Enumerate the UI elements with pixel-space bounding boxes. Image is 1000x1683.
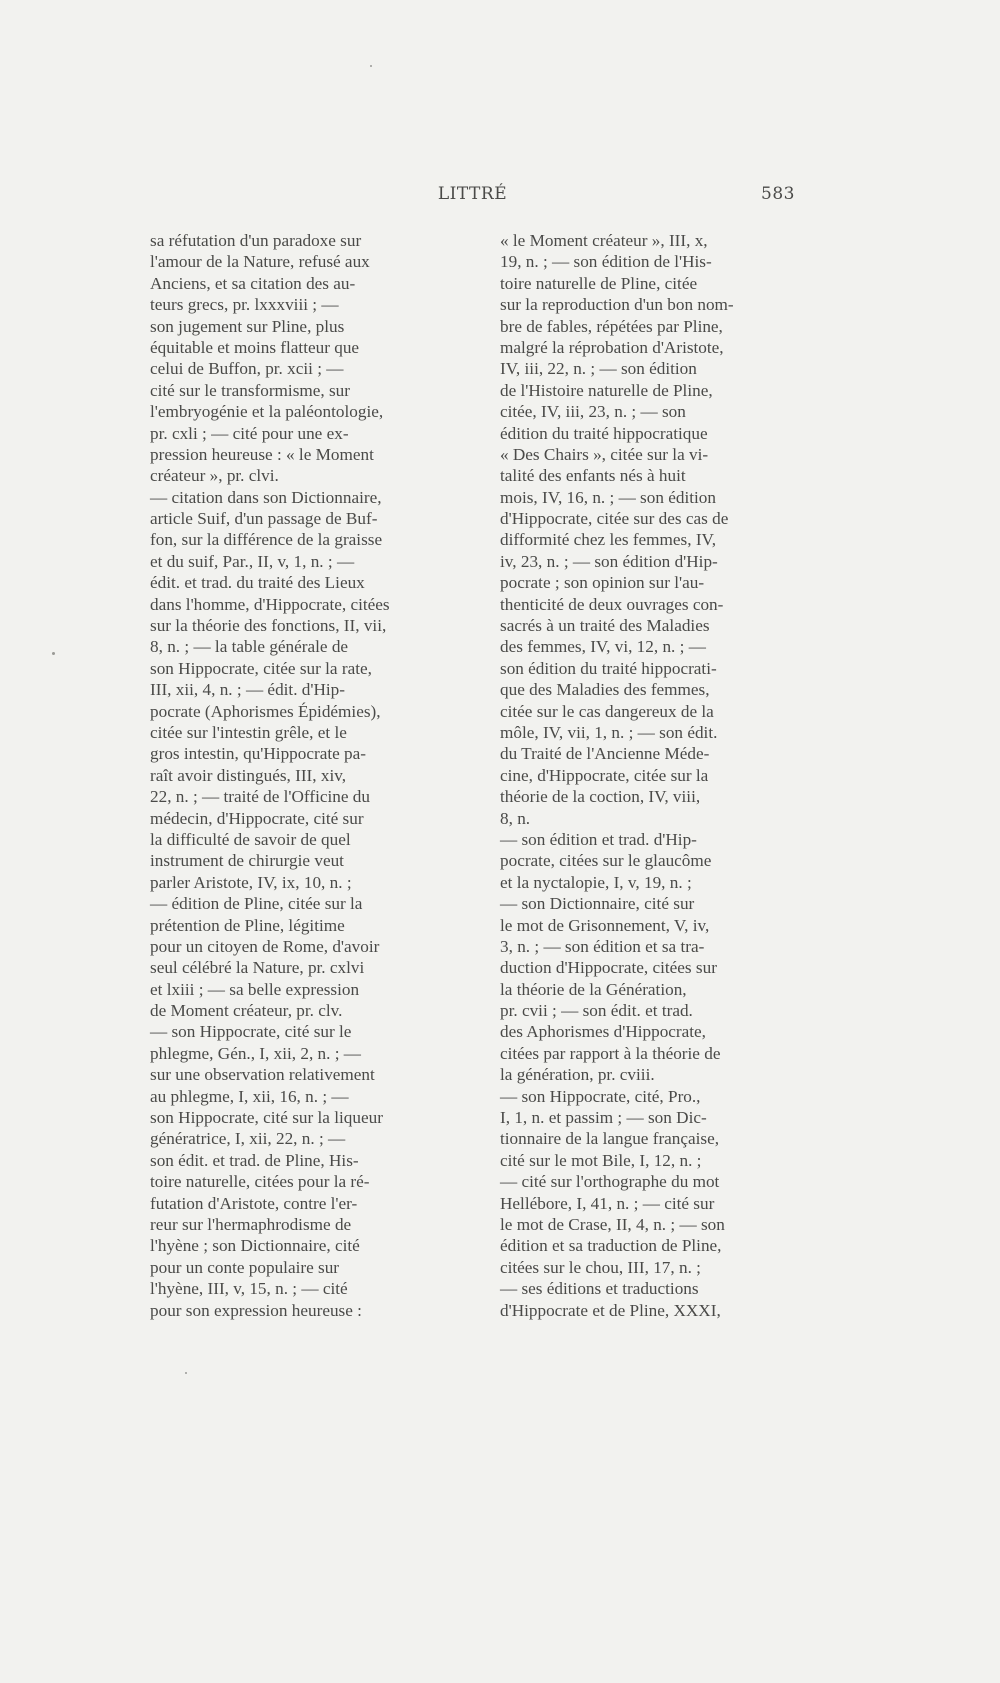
right-column-line: IV, iii, 22, n. ; — son édition (500, 359, 697, 379)
page-number: 583 (761, 184, 795, 204)
left-column-line: — citation dans son Dictionnaire, (150, 487, 382, 507)
left-column-line: raît avoir distingués, III, xiv, (150, 765, 347, 785)
left-column-line: pour un conte populaire sur (150, 1257, 340, 1277)
left-column-line: futation d'Aristote, contre l'er- (150, 1193, 358, 1213)
left-column-line: pr. cxli ; — cité pour une ex- (150, 423, 349, 443)
right-column-line: et la nyctalopie, I, v, 19, n. ; (500, 872, 692, 892)
left-column-line: pour un citoyen de Rome, d'avoir (150, 936, 380, 956)
paper-speck (370, 65, 372, 67)
left-column-line: médecin, d'Hippocrate, cité sur (150, 808, 364, 828)
right-column-line: pocrate, citées sur le glaucôme (500, 851, 712, 871)
right-column-line: de l'Histoire naturelle de Pline, (500, 380, 713, 400)
left-column-line: au phlegme, I, xii, 16, n. ; — (150, 1086, 349, 1106)
left-column-line: 22, n. ; — traité de l'Officine du (150, 787, 370, 807)
left-column-line: l'hyène ; son Dictionnaire, cité (150, 1236, 360, 1256)
left-column-line: son jugement sur Pline, plus (150, 316, 345, 336)
left-column-line: celui de Buffon, pr. xcii ; — (150, 359, 344, 379)
right-column-line: 8, n. (500, 808, 531, 828)
right-column-line: édition du traité hippocratique (500, 423, 708, 443)
right-column-line: citées sur le chou, III, 17, n. ; (500, 1257, 701, 1277)
left-column-line: phlegme, Gén., I, xii, 2, n. ; — (150, 1043, 361, 1063)
right-column-line: pocrate ; son opinion sur l'au- (500, 573, 705, 593)
left-column-line: sur une observation relativement (150, 1065, 375, 1085)
left-column-line: — édition de Pline, citée sur la (150, 894, 363, 914)
running-head (150, 184, 795, 212)
right-text-column (500, 230, 800, 1321)
right-column-line: I, 1, n. et passim ; — son Dic- (500, 1108, 707, 1128)
right-column-line: sacrés à un traité des Maladies (500, 616, 710, 636)
right-column-line: cité sur le mot Bile, I, 12, n. ; (500, 1150, 702, 1170)
left-column-line: reur sur l'hermaphrodisme de (150, 1214, 352, 1234)
left-column-line: citée sur l'intestin grêle, et le (150, 722, 347, 742)
right-column-line: bre de fables, répétées par Pline, (500, 316, 723, 336)
right-column-line: la génération, pr. cviii. (500, 1065, 655, 1085)
left-column-line: fon, sur la différence de la graisse (150, 530, 383, 550)
left-column-line: son édit. et trad. de Pline, His- (150, 1150, 359, 1170)
right-column-line: des Aphorismes d'Hippocrate, (500, 1022, 706, 1042)
left-column-line: créateur », pr. clvi. (150, 466, 279, 486)
right-column-line: Hellébore, I, 41, n. ; — cité sur (500, 1193, 715, 1213)
left-column-line: sur la théorie des fonctions, II, vii, (150, 616, 387, 636)
right-column-line: sur la reproduction d'un bon nom- (500, 295, 734, 315)
right-column-line: le mot de Grisonnement, V, iv, (500, 915, 710, 935)
right-column-line: — cité sur l'orthographe du mot (500, 1172, 720, 1192)
left-column-line: son Hippocrate, cité sur la liqueur (150, 1108, 383, 1128)
left-column-line: prétention de Pline, légitime (150, 915, 345, 935)
left-column-line: Anciens, et sa citation des au- (150, 273, 356, 293)
right-column-line: duction d'Hippocrate, citées sur (500, 958, 717, 978)
right-column-line: que des Maladies des femmes, (500, 680, 710, 700)
right-column-line: citée sur le cas dangereux de la (500, 701, 714, 721)
right-column-line: d'Hippocrate et de Pline, XXXI, (500, 1300, 721, 1320)
right-column-line: citée, IV, iii, 23, n. ; — son (500, 402, 686, 422)
right-column-line: pr. cvii ; — son édit. et trad. (500, 1001, 693, 1021)
right-column-line: « Des Chairs », citée sur la vi- (500, 444, 709, 464)
left-column-line: cité sur le transformisme, sur (150, 380, 350, 400)
right-column-line: des femmes, IV, vi, 12, n. ; — (500, 637, 706, 657)
right-column-line: 19, n. ; — son édition de l'His- (500, 252, 712, 272)
left-column-line: seul célébré la Nature, pr. cxlvi (150, 958, 365, 978)
left-column-line: teurs grecs, pr. lxxxviii ; — (150, 295, 339, 315)
right-column-line: difformité chez les femmes, IV, (500, 530, 717, 550)
left-column-line: l'amour de la Nature, refusé aux (150, 252, 370, 272)
right-column-line: cine, d'Hippocrate, citée sur la (500, 765, 709, 785)
left-column-line: génératrice, I, xii, 22, n. ; — (150, 1129, 346, 1149)
left-column-line: article Suif, d'un passage de Buf- (150, 509, 378, 529)
right-column-line: thenticité de deux ouvrages con- (500, 594, 724, 614)
right-column-line: d'Hippocrate, citée sur des cas de (500, 509, 729, 529)
right-column-line: théorie de la coction, IV, viii, (500, 787, 701, 807)
left-column-line: pression heureuse : « le Moment (150, 444, 374, 464)
right-column-line: môle, IV, vii, 1, n. ; — son édit. (500, 722, 718, 742)
running-title: LITTRÉ (437, 184, 508, 204)
left-column-line: III, xii, 4, n. ; — édit. d'Hip- (150, 680, 345, 700)
left-column-line: parler Aristote, IV, ix, 10, n. ; (150, 872, 352, 892)
right-column-line: « le Moment créateur », III, x, (500, 231, 708, 250)
right-column-line: toire naturelle de Pline, citée (500, 273, 698, 293)
right-column-line: la théorie de la Génération, (500, 979, 687, 999)
right-column-line: — son Dictionnaire, cité sur (500, 894, 695, 914)
left-column-line: toire naturelle, citées pour la ré- (150, 1172, 370, 1192)
left-column-line: équitable et moins flatteur que (150, 337, 360, 357)
right-column-line: — son Hippocrate, cité, Pro., (500, 1086, 701, 1106)
left-column-line: de Moment créateur, pr. clv. (150, 1001, 343, 1021)
left-column-line: pour son expression heureuse : (150, 1300, 362, 1320)
left-column-line: pocrate (Aphorismes Épidémies), (150, 701, 381, 721)
paper-speck (185, 1372, 187, 1374)
right-column-line: — ses éditions et traductions (500, 1279, 699, 1299)
right-column-line: le mot de Crase, II, 4, n. ; — son (500, 1214, 725, 1234)
left-column-line: gros intestin, qu'Hippocrate pa- (150, 744, 366, 764)
right-column-line: tionnaire de la langue française, (500, 1129, 720, 1149)
paper-speck (52, 652, 55, 655)
right-column-line: édition et sa traduction de Pline, (500, 1236, 722, 1256)
left-text-column (150, 230, 450, 1321)
right-column-line: talité des enfants nés à huit (500, 466, 686, 486)
right-column-line: malgré la réprobation d'Aristote, (500, 337, 724, 357)
right-column-line: mois, IV, 16, n. ; — son édition (500, 487, 716, 507)
left-column-line: et lxiii ; — sa belle expression (150, 979, 360, 999)
left-column-line: et du suif, Par., II, v, 1, n. ; — (150, 551, 355, 571)
right-column-line: son édition du traité hippocrati- (500, 658, 717, 678)
right-column-line: citées par rapport à la théorie de (500, 1043, 721, 1063)
right-column-line: du Traité de l'Ancienne Méde- (500, 744, 710, 764)
right-column-line: iv, 23, n. ; — son édition d'Hip- (500, 551, 718, 571)
right-column-line: 3, n. ; — son édition et sa tra- (500, 936, 705, 956)
left-column-line: la difficulté de savoir de quel (150, 829, 351, 849)
left-column-line: son Hippocrate, citée sur la rate, (150, 658, 372, 678)
left-column-line: — son Hippocrate, cité sur le (150, 1022, 352, 1042)
left-column-line: instrument de chirurgie veut (150, 851, 344, 871)
left-column-line: 8, n. ; — la table générale de (150, 637, 349, 657)
right-column-line: — son édition et trad. d'Hip- (500, 829, 697, 849)
left-column-line: sa réfutation d'un paradoxe sur (150, 231, 362, 250)
left-column-line: l'hyène, III, v, 15, n. ; — cité (150, 1279, 348, 1299)
left-column-line: l'embryogénie et la paléontologie, (150, 402, 384, 422)
left-column-line: dans l'homme, d'Hippocrate, citées (150, 594, 390, 614)
left-column-line: édit. et trad. du traité des Lieux (150, 573, 365, 593)
